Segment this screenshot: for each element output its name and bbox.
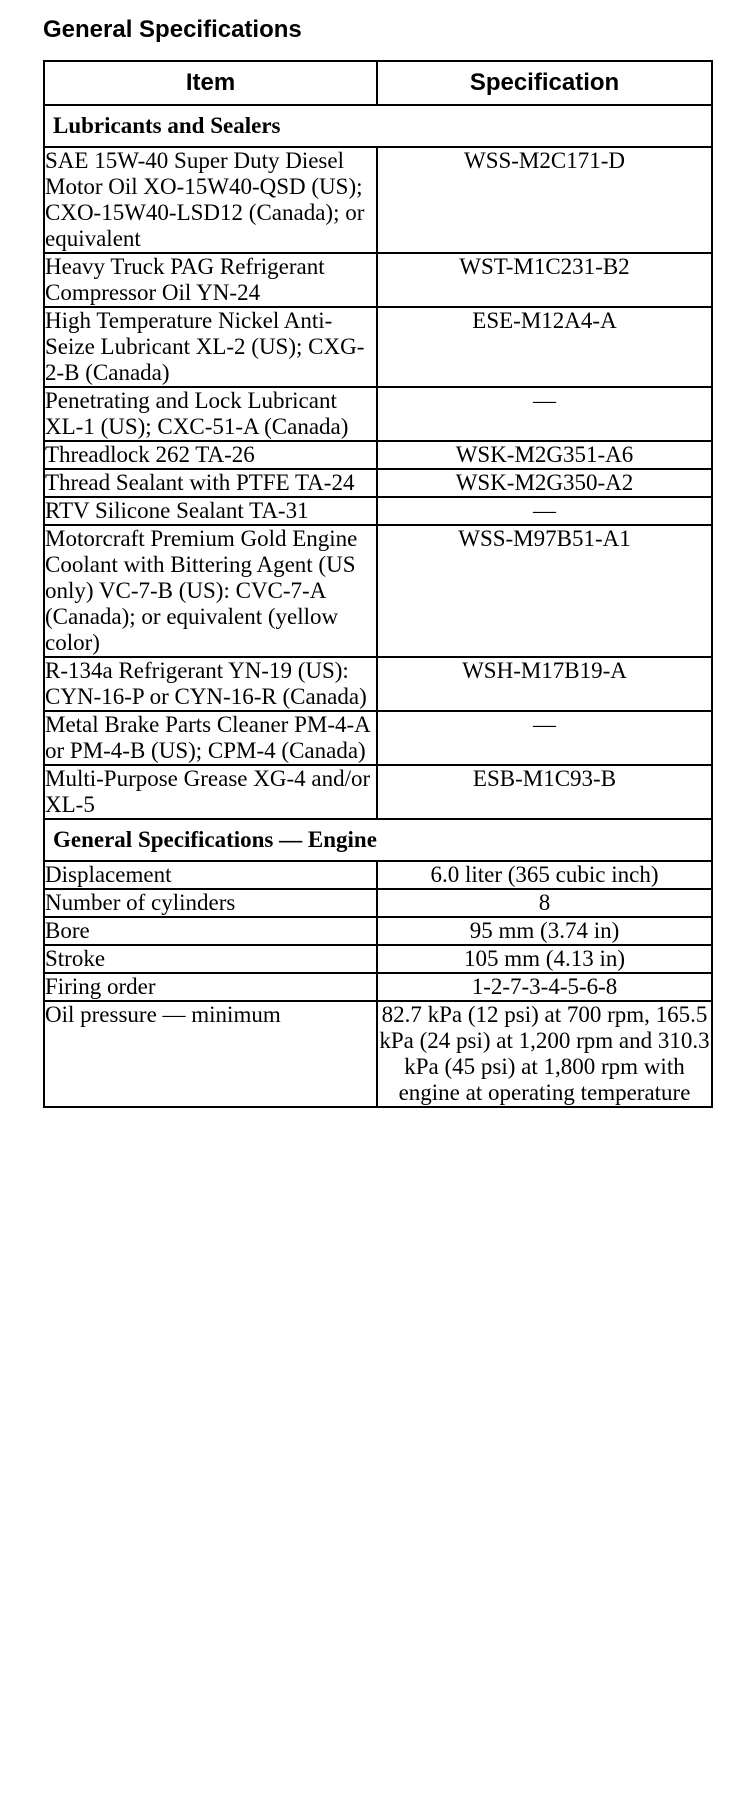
item-cell: Penetrating and Lock Lubricant XL-1 (US); CXC-51-A (Canada) (44, 387, 377, 441)
spec-cell: 82.7 kPa (12 psi) at 700 rpm, 165.5 kPa (24 psi) at 1,200 rpm and 310.3 kPa (45 psi) at 1,800 rpm with engine at operating temperature (377, 1001, 712, 1107)
table-header-row (44, 61, 712, 105)
spec-cell: 6.0 liter (365 cubic inch) (377, 861, 712, 889)
table-row (44, 441, 712, 469)
spec-cell: — (377, 497, 712, 525)
table-row (44, 147, 712, 253)
item-cell: Displacement (44, 861, 377, 889)
table-row (44, 945, 712, 973)
item-cell: Heavy Truck PAG Refrigerant Compressor Oil YN-24 (44, 253, 377, 307)
table-row (44, 657, 712, 711)
specifications-table (43, 60, 713, 1108)
table-row (44, 387, 712, 441)
spec-cell: — (377, 711, 712, 765)
spec-cell: WSS-M97B51-A1 (377, 525, 712, 657)
item-cell: Firing order (44, 973, 377, 1001)
spec-cell: — (377, 387, 712, 441)
spec-cell: WSK-M2G350-A2 (377, 469, 712, 497)
spec-cell: WSS-M2C171-D (377, 147, 712, 253)
table-row (44, 525, 712, 657)
item-cell: High Temperature Nickel Anti-Seize Lubricant XL-2 (US); CXG-2-B (Canada) (44, 307, 377, 387)
table-row (44, 917, 712, 945)
section-header-row (44, 105, 712, 147)
item-cell: Multi-Purpose Grease XG-4 and/or XL-5 (44, 765, 377, 819)
table-row (44, 711, 712, 765)
spec-cell: 105 mm (4.13 in) (377, 945, 712, 973)
item-cell: R-134a Refrigerant YN-19 (US): CYN-16-P or CYN-16-R (Canada) (44, 657, 377, 711)
section-title: Lubricants and Sealers (44, 105, 712, 147)
item-cell: Bore (44, 917, 377, 945)
item-cell: Motorcraft Premium Gold Engine Coolant with Bittering Agent (US only) VC-7-B (US): CVC-7-A (Canada); or equivalent (yellow color) (44, 525, 377, 657)
spec-cell: WSH-M17B19-A (377, 657, 712, 711)
item-cell: SAE 15W-40 Super Duty Diesel Motor Oil XO-15W40-QSD (US); CXO-15W40-LSD12 (Canada); or equivalent (44, 147, 377, 253)
spec-cell: ESB-M1C93-B (377, 765, 712, 819)
page-title: General Specifications (43, 16, 302, 43)
item-cell: Threadlock 262 TA-26 (44, 441, 377, 469)
item-cell: Oil pressure — minimum (44, 1001, 377, 1107)
table-row (44, 889, 712, 917)
spec-cell: WSK-M2G351-A6 (377, 441, 712, 469)
item-cell: Thread Sealant with PTFE TA-24 (44, 469, 377, 497)
item-cell: Stroke (44, 945, 377, 973)
table-row (44, 307, 712, 387)
table-row (44, 861, 712, 889)
table-row (44, 1001, 712, 1107)
section-title: General Specifications — Engine (44, 819, 712, 861)
spec-cell: 8 (377, 889, 712, 917)
item-cell: Metal Brake Parts Cleaner PM-4-A or PM-4-B (US); CPM-4 (Canada) (44, 711, 377, 765)
table-row (44, 497, 712, 525)
spec-cell: ESE-M12A4-A (377, 307, 712, 387)
item-cell: Number of cylinders (44, 889, 377, 917)
item-cell: RTV Silicone Sealant TA-31 (44, 497, 377, 525)
spec-cell: 1-2-7-3-4-5-6-8 (377, 973, 712, 1001)
section-header-row (44, 819, 712, 861)
column-header-specification: Specification (377, 61, 712, 105)
table-row (44, 469, 712, 497)
table-row (44, 765, 712, 819)
table-row (44, 973, 712, 1001)
column-header-item: Item (44, 61, 377, 105)
spec-cell: WST-M1C231-B2 (377, 253, 712, 307)
spec-cell: 95 mm (3.74 in) (377, 917, 712, 945)
table-body (44, 105, 712, 1107)
table-row (44, 253, 712, 307)
